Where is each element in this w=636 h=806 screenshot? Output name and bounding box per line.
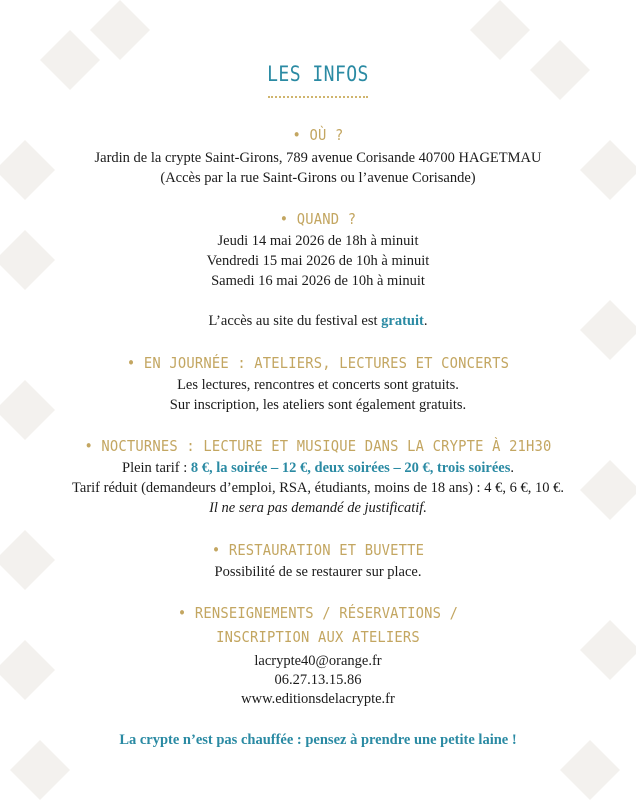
section-heading-where: • OÙ ? [292, 126, 344, 144]
title-dotted-underline [268, 96, 368, 98]
page-title: LES INFOS [267, 62, 369, 86]
section-heading-when: • QUAND ? [279, 210, 357, 228]
free-access-highlight: gratuit [381, 313, 424, 329]
free-access-text [0, 311, 636, 331]
footer-warning: La crypte n’est pas chauffée : pensez à prendre une petite laine ! [119, 732, 517, 748]
free-access-prefix: L’accès au site du festival est [208, 313, 382, 329]
section-heading-contact-1: • RENSEIGNEMENTS / RÉSERVATIONS / [177, 604, 459, 622]
section-heading-food: • RESTAURATION ET BUVETTE [211, 541, 425, 559]
full-price-values: 8 €, la soirée – 12 €, deux soirées – 20 €, trois soirées [190, 460, 511, 476]
contact-email: lacrypte40@orange.fr [254, 653, 382, 669]
contact-phone: 06.27.13.15.86 [274, 672, 362, 688]
full-price-prefix: Plein tarif : [122, 460, 191, 476]
where-address: Jardin de la crypte Saint-Girons, 789 avenue Corisande 40700 HAGETMAU [94, 150, 542, 166]
section-heading-daytime: • EN JOURNÉE : ATELIERS, LECTURES ET CONCERTS [126, 354, 510, 372]
daytime-line-2: Sur inscription, les ateliers sont également gratuits. [169, 397, 467, 413]
free-access-suffix: . [423, 313, 428, 329]
section-heading-nocturnes: • NOCTURNES : LECTURE ET MUSIQUE DANS LA CRYPTE À 21H30 [84, 437, 552, 455]
full-price-line [0, 458, 636, 478]
food-line: Possibilité de se restaurer sur place. [214, 564, 422, 580]
daytime-line-1: Les lectures, rencontres et concerts sont gratuits. [177, 377, 459, 393]
contact-website: www.editionsdelacrypte.fr [241, 691, 395, 707]
no-proof-note: Il ne sera pas demandé de justificatif. [209, 500, 427, 516]
where-access: (Accès par la rue Saint-Girons ou l’avenue Corisande) [160, 170, 476, 186]
reduced-price-line: Tarif réduit (demandeurs d’emploi, RSA, étudiants, moins de 18 ans) : 4 €, 6 €, 10 €. [72, 480, 564, 496]
when-date-1: Jeudi 14 mai 2026 de 18h à minuit [217, 233, 419, 249]
full-price-suffix: . [510, 460, 514, 476]
when-date-2: Vendredi 15 mai 2026 de 10h à minuit [206, 253, 430, 269]
section-heading-contact-2: INSCRIPTION AUX ATELIERS [216, 628, 420, 646]
when-date-3: Samedi 16 mai 2026 de 10h à minuit [211, 273, 425, 289]
